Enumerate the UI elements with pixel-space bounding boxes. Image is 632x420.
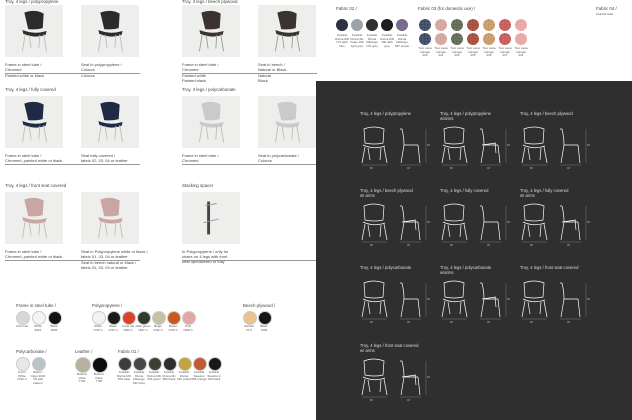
polypropylene-finish-label: White 1725 C — [93, 324, 103, 332]
dimension-label: 83 — [427, 144, 430, 147]
dimension-label: 83 — [427, 298, 430, 301]
polypropylene-finish-label: Dark green 1847 C — [135, 324, 151, 332]
chair-drawing-icon — [360, 277, 432, 321]
fabric04-label: Kvadrat Hale — [596, 12, 614, 16]
product-photo — [182, 5, 240, 57]
fabric03-label: Tom Lana Nangai 025 — [466, 46, 480, 58]
polypropylene-finish-swatch — [107, 311, 121, 325]
beech-finish-label: Natural 70 K — [244, 324, 254, 332]
fabric01-finish-title: Fabric 01 / — [118, 349, 139, 354]
fabric03-label: Tom Lana Nangai 029 — [418, 46, 432, 58]
polypropylene-finish-swatch — [137, 311, 151, 325]
product-photo — [81, 96, 139, 148]
leather-finish-label: Bodenc black 7760 — [93, 372, 105, 384]
fabric03-swatch — [483, 33, 495, 45]
fabric01-finish-swatch — [193, 357, 207, 371]
fabric01-finish-label: Kvadrat Divina MD 819 slate — [117, 370, 131, 382]
fabric03-swatch — [467, 19, 479, 31]
fabric03-swatch — [515, 19, 527, 31]
fabric02-swatch — [381, 19, 393, 31]
chair-icon — [258, 5, 316, 57]
product-photo — [81, 192, 139, 244]
dimension-label: 46 — [487, 321, 490, 324]
chair-icon — [81, 96, 139, 148]
fabric01-finish-swatch — [208, 357, 222, 371]
dimension-label: 80 — [370, 321, 373, 324]
drawing-label: Troy, 4 legs / front seat covered w/ arms — [360, 343, 419, 353]
frame-spec: Frame in steel tube / Chromed — [182, 153, 219, 163]
leather-finish-swatch — [92, 357, 108, 373]
polycarbonate-finish-label: Reduc / Clear 2040 *IN with pattern — [30, 370, 46, 385]
polycarbonate-finish-title: Polycarbonate / — [16, 349, 47, 354]
dimension-label: 46 — [407, 167, 410, 170]
dimension-label: 46 — [487, 167, 490, 170]
chair-icon — [5, 5, 63, 57]
frame-option: Painted black — [182, 78, 207, 83]
section-title: Stacking spacer — [182, 183, 214, 188]
polypropylene-finish-label: Black 1762 C — [108, 324, 118, 332]
steel-finish-title: Frame in steel tube / — [16, 303, 57, 308]
fabric01-finish-label: Kvadrat Divina 426 yellow — [176, 370, 192, 382]
dimension-label: 46 — [407, 321, 410, 324]
divider — [182, 164, 317, 165]
seat-spec: Seat in beech / Natural or Black — [258, 62, 287, 72]
chair-icon — [81, 192, 139, 244]
polypropylene-finish-label: Coral red 1840 C — [121, 324, 135, 332]
drawing-label: Troy, 4 legs / fully covered — [440, 188, 489, 193]
beech-finish-title: Beech plywood / — [243, 303, 276, 308]
dimension-label: 46 — [407, 399, 410, 402]
dimension-label: 80 — [370, 167, 373, 170]
fabric03-swatch — [467, 33, 479, 45]
drawing-panel — [316, 81, 632, 420]
chair-drawing-icon — [360, 355, 432, 399]
fabric02-swatch — [336, 19, 348, 31]
dimension-label: 80 — [450, 167, 453, 170]
polypropylene-finish-title: Polypropylene / — [92, 303, 123, 308]
fabric03-swatch — [499, 19, 511, 31]
divider — [182, 260, 317, 261]
product-photo — [182, 96, 240, 148]
frame-spec: Frame in steel tube / Chromed — [182, 62, 219, 72]
steel-finish-label: Black 9005 — [50, 324, 58, 332]
dimension-label: 80 — [450, 244, 453, 247]
drawing-label: Troy, 4 legs / front seat covered — [520, 265, 579, 270]
frame-option: Painted white — [182, 73, 207, 78]
fabric03-swatch — [419, 19, 431, 31]
dimension-label: 83 — [587, 221, 590, 224]
polycarbonate-finish-label: Frost / White 1792 C — [17, 370, 27, 382]
section-title: Troy, 4 legs / polycarbonate — [182, 87, 236, 92]
dimension-label: 83 — [587, 144, 590, 147]
dimension-label: 46 — [567, 244, 570, 247]
section-title: Troy, 4 legs / front seat covered — [5, 183, 67, 188]
chair-drawing-icon — [360, 123, 432, 167]
leather-finish-title: Leather / — [75, 349, 93, 354]
polypropylene-finish-swatch — [92, 311, 106, 325]
drawing-label: Troy, 4 legs / beech plywood w/ arms — [360, 188, 413, 198]
leather-finish-swatch — [75, 357, 91, 373]
frame-spec: Frame in steel tube / Chromed, painted white or black — [5, 249, 63, 259]
dimension-label: 83 — [507, 144, 510, 147]
polypropylene-finish-swatch — [152, 311, 166, 325]
fabric01-finish-swatch — [148, 357, 162, 371]
drawing-label: Troy, 4 legs / polypropylene — [360, 111, 411, 116]
chair-icon — [5, 96, 63, 148]
fabric03-title: Fabric 03 (for domestic use) / — [418, 6, 476, 11]
polycarbonate-finish-swatch — [16, 357, 30, 371]
dimension-label: 46 — [407, 244, 410, 247]
drawing-label: Troy, 4 legs / beech plywood — [520, 111, 573, 116]
dimension-label: 83 — [427, 221, 430, 224]
fabric01-finish-label: Kvadrat Steelcut 2 190 black — [207, 370, 221, 382]
fabric02-title: Fabric 02 / — [336, 6, 357, 11]
chair-drawing-icon — [520, 123, 592, 167]
fabric01-finish-swatch — [118, 357, 132, 371]
seat-spec: Seat in polycarbonate / Colours — [258, 153, 299, 163]
steel-finish-swatch — [48, 311, 62, 325]
fabric03-swatch — [451, 19, 463, 31]
chair-icon — [5, 192, 63, 244]
dimension-label: 46 — [487, 244, 490, 247]
fabric03-swatch — [419, 33, 431, 45]
seat-spec: Seat fully covered / fabric 02, 03, 04 or leather — [81, 153, 128, 163]
fabric03-label: Tom Lana Nangai 026 — [450, 46, 464, 58]
seat-option: Colours — [81, 73, 95, 78]
fabric01-finish-swatch — [178, 357, 192, 371]
fabric03-swatch — [451, 33, 463, 45]
chair-icon — [258, 96, 316, 148]
fabric03-swatch — [515, 33, 527, 45]
fabric02-label: Kvadrat Divina Mx beige 180 light grey — [350, 33, 364, 48]
steel-finish-label: White 9010 — [34, 324, 42, 332]
fabric01-finish-label: Kvadrat Divina Mélange 533 Grey — [132, 370, 146, 385]
fabric03-label: Tom Lana Nangai 027 — [498, 46, 512, 58]
fabric03-swatch — [499, 33, 511, 45]
dimension-label: 83 — [427, 376, 430, 379]
chair-icon — [182, 96, 240, 148]
beech-finish-label: Black 7066 — [260, 324, 268, 332]
dimension-label: 80 — [370, 244, 373, 247]
product-photo — [5, 192, 63, 244]
chair-drawing-icon — [440, 200, 512, 244]
fabric01-finish-swatch — [163, 357, 177, 371]
seat-option: Natural — [258, 73, 271, 78]
fabric03-swatch — [435, 33, 447, 45]
drawing-label: Troy, 4 legs / polycarbonate w/arms — [440, 265, 492, 275]
fabric02-swatch — [351, 19, 363, 31]
chair-icon — [182, 5, 240, 57]
fabric03-label: Tom Lana Nangai 031 — [514, 46, 528, 58]
steel-finish-swatch — [32, 311, 46, 325]
dimension-label: 83 — [507, 298, 510, 301]
dimension-label: 83 — [507, 221, 510, 224]
product-photo — [5, 5, 63, 57]
seat-spec: Seat in Polypropylene white or black / fabric 01, 03, 04 or leather — [81, 249, 148, 259]
chair-drawing-icon — [440, 123, 512, 167]
chair-drawing-icon — [520, 200, 592, 244]
frame-spec: In Polypropylene / only for chairs on 4 legs with front seat upholstered or fully — [182, 249, 229, 264]
polypropylene-finish-swatch — [122, 311, 136, 325]
spacer-icon — [182, 192, 240, 244]
fabric02-label: Kvadrat Divina MD 180 dark grey — [380, 33, 394, 48]
fabric03-swatch — [435, 19, 447, 31]
seat-option: Seat in beech natural or black / fabric 01, 03, 04 or leather — [81, 260, 137, 270]
fabric04-title: Fabric 04 / — [596, 6, 617, 11]
dimension-label: 80 — [450, 321, 453, 324]
dimension-label: 80 — [370, 399, 373, 402]
chair-drawing-icon — [520, 277, 592, 321]
fabric03-label: Tom Lana Nangai 021 — [434, 46, 448, 58]
dimension-label: 46 — [567, 321, 570, 324]
frame-spec: Frame in steel tube / Chromed — [5, 62, 42, 72]
fabric01-finish-label: Kvadrat Divina Mx 980 black — [162, 370, 176, 382]
frame-spec: Frame in steel tube / Chromed, painted white or black — [5, 153, 63, 163]
product-photo — [182, 192, 240, 244]
drawing-label: Troy, 4 legs / polypropylene w/arms — [440, 111, 491, 121]
divider — [5, 164, 140, 165]
polypropylene-finish-label: Beige 1792 C — [153, 324, 163, 332]
fabric01-finish-swatch — [133, 357, 147, 371]
fabric02-swatch — [396, 19, 408, 31]
product-photo — [81, 5, 139, 57]
polypropylene-finish-swatch — [182, 311, 196, 325]
dimension-label: 46 — [567, 167, 570, 170]
product-photo — [258, 5, 316, 57]
product-photo — [258, 96, 316, 148]
dimension-label: 80 — [530, 244, 533, 247]
drawing-label: Troy, 4 legs / fully covered w/ arms — [520, 188, 569, 198]
polypropylene-finish-label: Brown 1479 C — [168, 324, 178, 332]
fabric02-swatch — [366, 19, 378, 31]
leather-finish-label: Bodenc white 7720 — [76, 372, 88, 384]
steel-finish-swatch — [16, 311, 30, 325]
seat-spec: Seat in polypropylene / Colours — [81, 62, 122, 72]
seat-option: Black — [258, 78, 268, 83]
fabric01-finish-label: Kvadrat Divina MD 633 green — [147, 370, 161, 382]
fabric02-label: Kvadrat Divina Mélange 170 grey — [366, 33, 378, 48]
section-title: Troy, 4 legs / fully covered — [5, 87, 56, 92]
fabric02-label: Kvadrat Divina Mélange 687 purple — [394, 33, 410, 48]
drawing-label: Troy, 4 legs / polycarbonate — [360, 265, 412, 270]
steel-finish-label: Chromed — [15, 324, 29, 328]
frame-option: Painted white or black — [5, 73, 45, 78]
polypropylene-finish-label: Pink 1628 C — [183, 324, 193, 332]
fabric03-swatch — [483, 19, 495, 31]
beech-finish-swatch — [258, 311, 272, 325]
product-photo — [5, 96, 63, 148]
chair-drawing-icon — [360, 200, 432, 244]
dimension-label: 80 — [530, 167, 533, 170]
polypropylene-finish-swatch — [167, 311, 181, 325]
polycarbonate-finish-swatch — [32, 357, 46, 371]
section-title: Troy, 4 legs / beech plywood — [182, 0, 238, 4]
section-title: Troy, 4 legs / polypropylene — [5, 0, 59, 4]
fabric03-label: Tom Lana Nangai 030 — [482, 46, 496, 58]
fabric01-finish-label: Kvadrat Steelcut 555 orange — [191, 370, 207, 382]
dimension-label: 83 — [587, 298, 590, 301]
chair-icon — [81, 5, 139, 57]
fabric02-label: Kvadrat Divina MD 173 dark blue — [335, 33, 349, 48]
beech-finish-swatch — [243, 311, 257, 325]
dimension-label: 80 — [530, 321, 533, 324]
chair-drawing-icon — [440, 277, 512, 321]
